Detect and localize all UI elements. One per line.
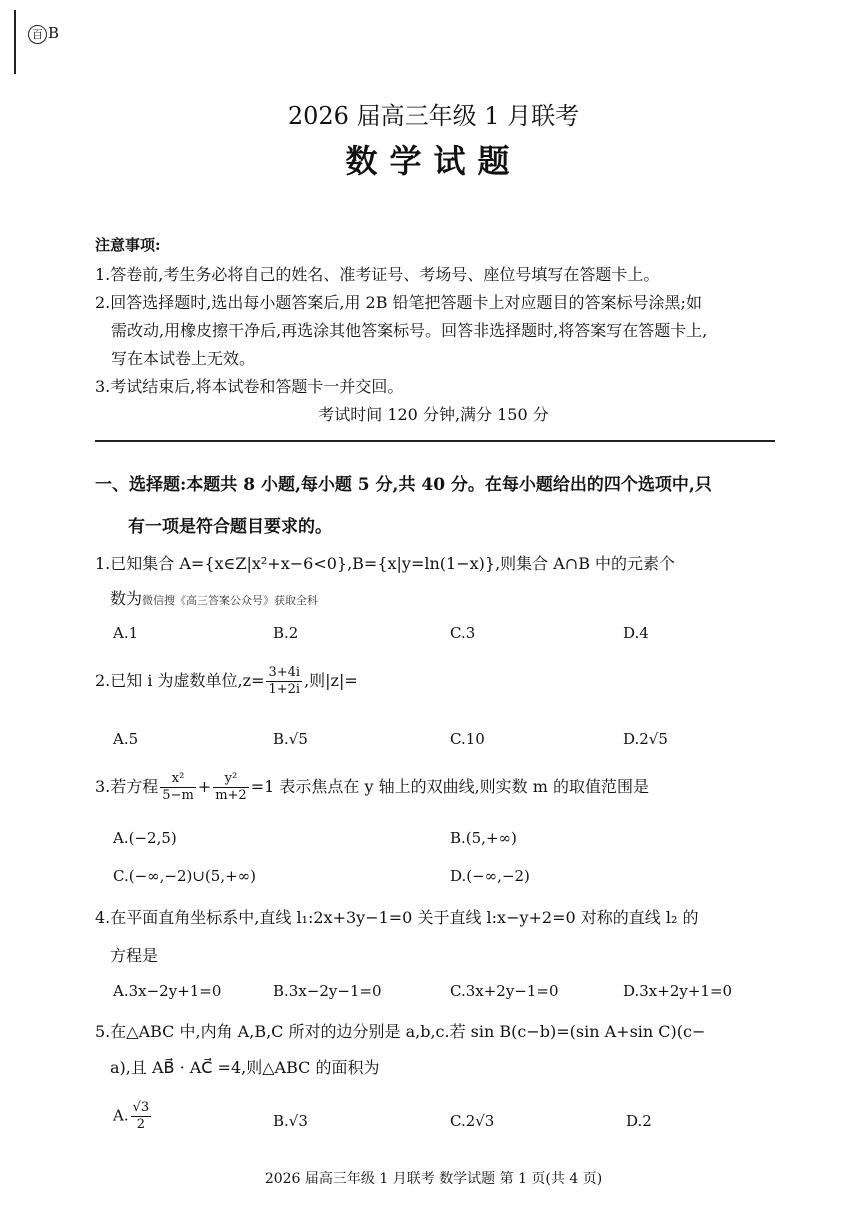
corner-mark [28, 24, 59, 44]
page-subtitle: 数学试题 [345, 142, 522, 180]
q5-stem-cont: a),且 AB⃗ · AC⃗ =4,则△ABC 的面积为 [110, 1058, 380, 1077]
q3-fx-denominator: 5−m [162, 788, 194, 803]
q2-prefix: 2.已知 i 为虚数单位,z= [95, 671, 265, 690]
page-title: 2026 届高三年级 1 月联考 [287, 102, 580, 130]
q5-option-a-fraction [131, 1100, 152, 1133]
q3-option-c: C.(−∞,−2)∪(5,+∞) [113, 867, 257, 885]
q2-option-b: B.√5 [273, 730, 308, 748]
notice-item: 需改动,用橡皮擦干净后,再选涂其他答案标号。回答非选择题时,将答案写在答题卡上, [111, 321, 708, 340]
q3-fy-numerator: y² [213, 771, 249, 788]
q1-stem-cont [110, 586, 318, 609]
q2-numerator: 3+4i [268, 665, 301, 680]
q2-denominator: 1+2i [268, 682, 301, 697]
q4-option-d: D.3x+2y+1=0 [623, 982, 733, 1000]
corner-letter: B [48, 24, 60, 42]
q1-option-d: D.4 [623, 624, 649, 642]
divider [95, 440, 775, 442]
section-heading: 一、选择题:本题共 8 小题,每小题 5 分,共 40 分。在每小题给出的四个选项中,只 [95, 475, 712, 495]
q3-option-d: D.(−∞,−2) [450, 867, 530, 885]
q5-stem: 5.在△ABC 中,内角 A,B,C 所对的边分别是 a,b,c.若 sin B(c−b)=(sin A+sin C)(c− [95, 1022, 706, 1041]
q3-fx-numerator: x² [160, 771, 196, 788]
q5-option-b: B.√3 [273, 1112, 308, 1130]
notice-item: 2.回答选择题时,选出每小题答案后,用 2B 铅笔把答题卡上对应题目的答案标号涂黑;如 [95, 293, 702, 312]
q2-option-d: D.2√5 [623, 730, 668, 748]
q3-option-b: B.(5,+∞) [450, 829, 517, 847]
q3-suffix: =1 表示焦点在 y 轴上的双曲线,则实数 m 的取值范围是 [250, 777, 650, 796]
q3-stem [95, 771, 649, 804]
q5-option-a [113, 1100, 153, 1133]
q2-option-c: C.10 [450, 730, 485, 748]
q2-option-a: A.5 [113, 730, 139, 748]
q4-stem: 4.在平面直角坐标系中,直线 l₁:2x+3y−1=0 关于直线 l:x−y+2=0 对称的直线 l₂ 的 [95, 908, 699, 927]
q3-option-a: A.(−2,5) [113, 829, 177, 847]
margin-line [14, 10, 16, 74]
q2-stem [95, 665, 358, 698]
notice-item: 3.考试结束后,将本试卷和答题卡一并交回。 [95, 377, 404, 396]
q1-option-c: C.3 [450, 624, 476, 642]
q1-note: 微信搜《高三答案公众号》获取全科 [142, 594, 319, 607]
section-heading-cont: 有一项是符合题目要求的。 [128, 517, 332, 537]
q2-fraction [266, 665, 302, 698]
notice-item: 写在本试卷上无效。 [111, 349, 256, 368]
q4-stem-cont: 方程是 [110, 946, 159, 965]
q5-a-denominator: 2 [136, 1117, 146, 1132]
q5-option-a-label: A. [113, 1106, 129, 1125]
q3-prefix: 3.若方程 [95, 777, 159, 796]
q3-fy-denominator: m+2 [215, 788, 247, 803]
q4-option-a: A.3x−2y+1=0 [113, 982, 222, 1000]
q2-suffix: ,则|z|= [304, 671, 358, 690]
q1-option-a: A.1 [113, 624, 139, 642]
q5-a-numerator: √3 [132, 1100, 150, 1115]
q5-option-c: C.2√3 [450, 1112, 495, 1130]
corner-circle-char: 百 [28, 25, 47, 44]
q3-plus: + [197, 777, 212, 796]
q4-option-b: B.3x−2y−1=0 [273, 982, 382, 1000]
q1-option-b: B.2 [273, 624, 299, 642]
exam-time: 考试时间 120 分钟,满分 150 分 [318, 405, 549, 424]
q4-option-c: C.3x+2y−1=0 [450, 982, 559, 1000]
q1-stem-text: 数为 [110, 589, 143, 608]
q5-option-d: D.2 [626, 1112, 652, 1130]
q3-fraction-y [213, 771, 249, 804]
notice-heading: 注意事项: [95, 236, 161, 254]
q3-fraction-x [160, 771, 196, 804]
notice-item: 1.答卷前,考生务必将自己的姓名、准考证号、考场号、座位号填写在答题卡上。 [95, 265, 660, 284]
page-footer: 2026 届高三年级 1 月联考 数学试题 第 1 页(共 4 页) [264, 1171, 603, 1187]
q1-stem: 1.已知集合 A={x∈Z|x²+x−6<0},B={x|y=ln(1−x)},则集合 A∩B 中的元素个 [95, 554, 676, 573]
